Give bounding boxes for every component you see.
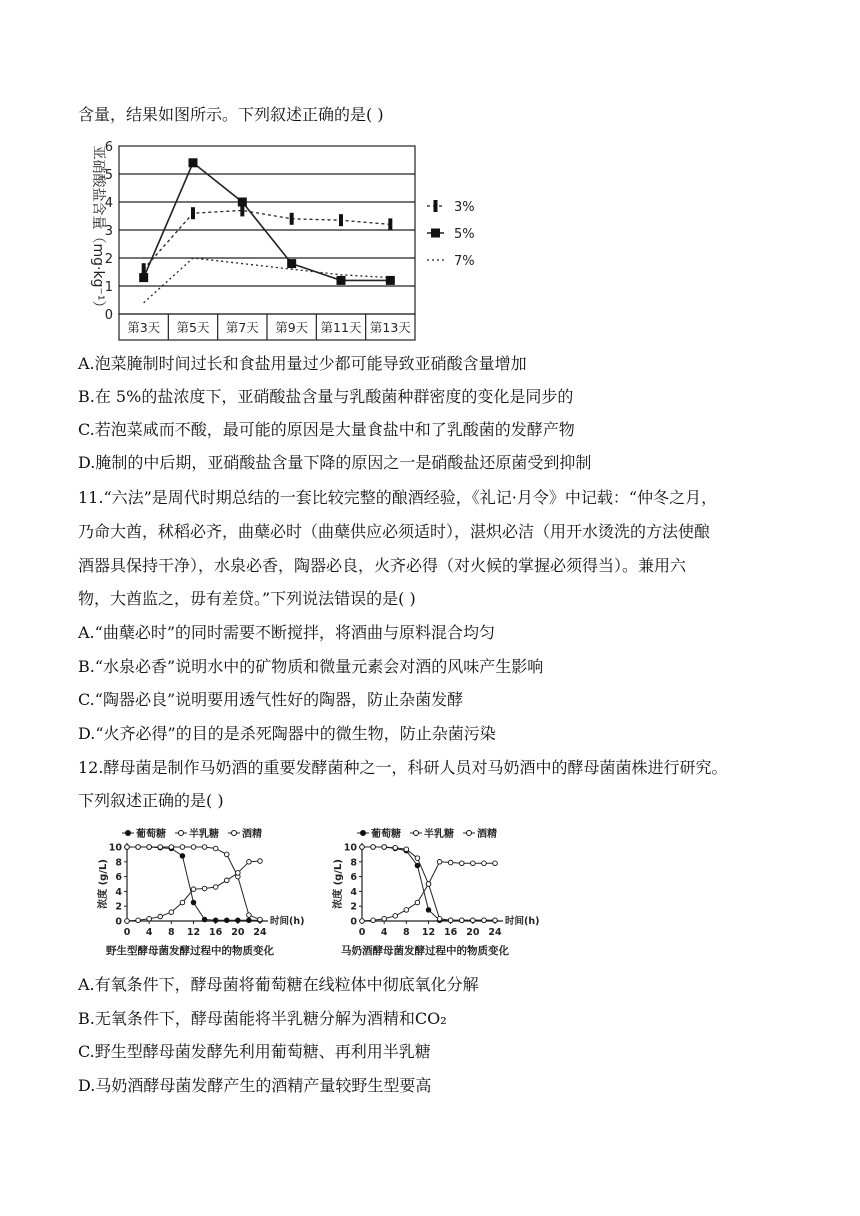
data-point bbox=[236, 871, 241, 876]
nitrite-chart bbox=[82, 138, 502, 346]
data-point bbox=[125, 919, 130, 924]
data-point bbox=[202, 917, 207, 922]
x-tick-label: 12 bbox=[421, 927, 436, 938]
option-c: C.野生型酵母菌发酵先利用葡萄糖、再利用半乳糖 bbox=[78, 1042, 431, 1061]
legend-marker bbox=[431, 229, 440, 238]
data-point bbox=[247, 860, 252, 865]
yeast-charts bbox=[100, 822, 570, 967]
legend-label: 葡萄糖 bbox=[136, 829, 166, 840]
y-axis-label: 浓度 (g/L) bbox=[333, 859, 344, 909]
option-b: B.在 5%的盐浓度下，亚硝酸盐含量与乳酸菌种群密度的变化是同步的 bbox=[78, 387, 574, 406]
data-point bbox=[404, 847, 409, 852]
x-tick-label: 8 bbox=[403, 927, 410, 938]
data-point bbox=[258, 917, 263, 922]
text-line: 酒器具保持干净），水泉必香，陶器必良，火齐必得（对火候的掌握必须得当）。兼用六 bbox=[78, 556, 687, 575]
data-point bbox=[415, 900, 420, 905]
data-point bbox=[493, 861, 498, 866]
data-point bbox=[139, 273, 148, 282]
option-b: B.无氧条件下，酵母菌能将半乳糖分解为酒精和CO₂ bbox=[78, 1009, 447, 1028]
option-a: A.泡菜腌制时间过长和食盐用量过少都可能导致亚硝酸含量增加 bbox=[78, 354, 527, 373]
legend-marker bbox=[467, 831, 472, 836]
data-point bbox=[371, 918, 376, 923]
x-tick-label: 16 bbox=[444, 927, 458, 938]
question-11-stem: 11.“六法”是周代时期总结的一套比较完整的酿酒经验，《礼记·月令》中记载：“仲冬之月， bbox=[78, 488, 718, 507]
data-point bbox=[437, 860, 442, 865]
option-c: C.“陶器必良”说明要用透气性好的陶器，防止杂菌发酵 bbox=[78, 690, 464, 709]
data-point bbox=[136, 918, 141, 923]
y-tick-label: 3 bbox=[104, 224, 113, 239]
x-tick-label: 8 bbox=[168, 927, 175, 938]
y-tick-label: 2 bbox=[115, 901, 122, 913]
legend-marker bbox=[414, 831, 419, 836]
data-point bbox=[448, 918, 453, 923]
data-point bbox=[180, 845, 185, 850]
y-tick-label: 4 bbox=[350, 886, 357, 898]
data-point bbox=[147, 845, 152, 850]
data-point bbox=[426, 908, 431, 913]
data-point bbox=[213, 846, 218, 851]
legend-label: 葡萄糖 bbox=[371, 829, 401, 840]
y-tick-label: 4 bbox=[104, 196, 113, 211]
y-tick-label: 6 bbox=[115, 872, 122, 884]
data-point bbox=[136, 845, 141, 850]
y-tick-label: 6 bbox=[104, 140, 113, 155]
data-point bbox=[191, 900, 196, 905]
option-d: D.“火齐必得”的目的是杀死陶器中的微生物，防止杂菌污染 bbox=[78, 724, 496, 743]
data-point bbox=[382, 916, 387, 921]
data-point bbox=[459, 861, 464, 866]
question-12-stem: 12.酵母菌是制作马奶酒的重要发酵菌种之一，科研人员对马奶酒中的酵母菌菌株进行研究。 bbox=[78, 758, 728, 777]
data-point bbox=[388, 218, 392, 230]
data-point bbox=[224, 878, 229, 883]
y-tick-label: 8 bbox=[115, 857, 122, 869]
x-tick-label: 24 bbox=[253, 927, 267, 938]
option-b: B.“水泉必香”说明水中的矿物质和微量元素会对酒的风味产生影响 bbox=[78, 657, 544, 676]
y-tick-label: 0 bbox=[350, 916, 357, 928]
data-point bbox=[290, 213, 294, 225]
legend-marker bbox=[361, 831, 366, 836]
y-tick-label: 4 bbox=[115, 886, 122, 898]
option-a: A.有氧条件下，酵母菌将葡萄糖在线粒体中彻底氧化分解 bbox=[78, 975, 479, 994]
x-tick-label: 24 bbox=[488, 927, 502, 938]
x-tick-label: 16 bbox=[209, 927, 223, 938]
y-tick-label: 2 bbox=[104, 252, 113, 267]
data-point bbox=[337, 276, 346, 285]
data-point bbox=[493, 918, 498, 923]
data-point bbox=[125, 845, 130, 850]
data-point bbox=[191, 845, 196, 850]
data-point bbox=[158, 845, 163, 850]
x-tick-label: 4 bbox=[145, 927, 153, 938]
data-point bbox=[360, 919, 365, 924]
legend-marker bbox=[179, 831, 184, 836]
x-tick-label: 0 bbox=[123, 927, 131, 938]
legend-label: 3% bbox=[454, 200, 475, 215]
chart-title: 野生型酵母菌发酵过程中的物质变化 bbox=[106, 945, 274, 957]
data-point bbox=[202, 886, 207, 891]
option-d: D.马奶酒酵母菌发酵产生的酒精产量较野生型要高 bbox=[78, 1076, 432, 1095]
data-point bbox=[236, 918, 241, 923]
text-line: 物，大酋监之，毋有差贷。”下列说法错误的是( ) bbox=[78, 589, 416, 608]
x-tick-label: 第11天 bbox=[320, 320, 362, 335]
chart-title: 马奶酒酵母菌发酵过程中的物质变化 bbox=[341, 945, 509, 957]
x-tick-label: 第5天 bbox=[176, 320, 210, 335]
legend-label: 7% bbox=[454, 254, 475, 269]
y-tick-label: 10 bbox=[108, 842, 122, 854]
x-tick-label: 12 bbox=[186, 927, 201, 938]
data-point bbox=[169, 845, 174, 850]
option-d: D.腌制的中后期，亚硝酸盐含量下降的原因之一是硝酸盐还原菌受到抑制 bbox=[78, 453, 592, 472]
data-point bbox=[482, 918, 487, 923]
legend-label: 酒精 bbox=[477, 829, 497, 840]
data-point bbox=[191, 887, 196, 892]
data-point bbox=[180, 854, 185, 859]
data-point bbox=[287, 259, 296, 268]
data-point bbox=[258, 859, 263, 864]
data-point bbox=[393, 845, 398, 850]
data-point bbox=[339, 214, 343, 226]
data-point bbox=[393, 914, 398, 919]
y-tick-label: 10 bbox=[343, 842, 357, 854]
y-tick-label: 0 bbox=[104, 308, 113, 323]
x-tick-label: 0 bbox=[358, 927, 366, 938]
legend-marker bbox=[126, 831, 131, 836]
data-point bbox=[147, 916, 152, 921]
x-tick-label: 4 bbox=[380, 927, 388, 938]
data-point bbox=[224, 918, 229, 923]
legend-label: 半乳糖 bbox=[424, 829, 454, 840]
data-point bbox=[247, 913, 252, 918]
data-point bbox=[404, 908, 409, 913]
data-point bbox=[426, 882, 431, 887]
data-point bbox=[169, 910, 174, 915]
y-tick-label: 0 bbox=[115, 916, 122, 928]
y-axis-label: 浓度 (g/L) bbox=[98, 859, 109, 909]
legend-label: 半乳糖 bbox=[189, 829, 219, 840]
data-point bbox=[471, 861, 476, 866]
data-point bbox=[213, 885, 218, 890]
option-a: A.“曲蘖必时”的同时需要不断搅拌，将酒曲与原料混合均匀 bbox=[78, 623, 496, 642]
x-tick-label: 20 bbox=[466, 927, 480, 938]
data-point bbox=[459, 918, 464, 923]
data-point bbox=[202, 845, 207, 850]
x-axis-label: 时间(h) bbox=[270, 916, 305, 927]
x-tick-label: 20 bbox=[231, 927, 245, 938]
data-point bbox=[415, 863, 420, 868]
y-tick-label: 6 bbox=[350, 872, 357, 884]
x-tick-label: 第7天 bbox=[225, 320, 259, 335]
y-tick-label: 5 bbox=[104, 168, 113, 183]
data-point bbox=[180, 900, 185, 905]
data-point bbox=[238, 198, 247, 207]
legend-label: 酒精 bbox=[242, 829, 262, 840]
data-point bbox=[448, 860, 453, 865]
x-tick-label: 第13天 bbox=[369, 320, 411, 335]
legend-label: 5% bbox=[454, 227, 475, 242]
data-point bbox=[360, 845, 365, 850]
legend-marker bbox=[232, 831, 237, 836]
data-point bbox=[471, 918, 476, 923]
x-tick-label: 第3天 bbox=[127, 320, 161, 335]
data-point bbox=[224, 852, 229, 857]
y-tick-label: 8 bbox=[350, 857, 357, 869]
y-axis-label: 亚硝酸盐含量（mg·kg⁻¹） bbox=[90, 145, 106, 315]
text-line: 下列叙述正确的是( ) bbox=[78, 791, 224, 810]
legend-marker bbox=[434, 200, 438, 212]
data-point bbox=[437, 916, 442, 921]
data-point bbox=[382, 845, 387, 850]
data-point bbox=[189, 158, 198, 167]
data-point bbox=[158, 914, 163, 919]
x-tick-label: 第9天 bbox=[275, 320, 309, 335]
option-c: C.若泡菜咸而不酸，最可能的原因是大量食盐中和了乳酸菌的发酵产物 bbox=[78, 420, 575, 439]
series-line-3% bbox=[144, 210, 391, 269]
text-line: 含量，结果如图所示。下列叙述正确的是( ) bbox=[78, 105, 384, 124]
y-tick-label: 1 bbox=[104, 280, 113, 295]
data-point bbox=[213, 918, 218, 923]
y-tick-label: 2 bbox=[350, 901, 357, 913]
x-axis-label: 时间(h) bbox=[505, 916, 540, 927]
data-point bbox=[247, 918, 252, 923]
text-line: 乃命大酋，秫稻必齐，曲蘖必时（曲蘖供应必须适时），湛炽必洁（用开水烫洗的方法使酿 bbox=[78, 522, 711, 541]
data-point bbox=[415, 856, 420, 861]
series-line-半乳糖 bbox=[127, 847, 260, 920]
data-point bbox=[371, 845, 376, 850]
data-point bbox=[191, 207, 195, 219]
data-point bbox=[482, 861, 487, 866]
